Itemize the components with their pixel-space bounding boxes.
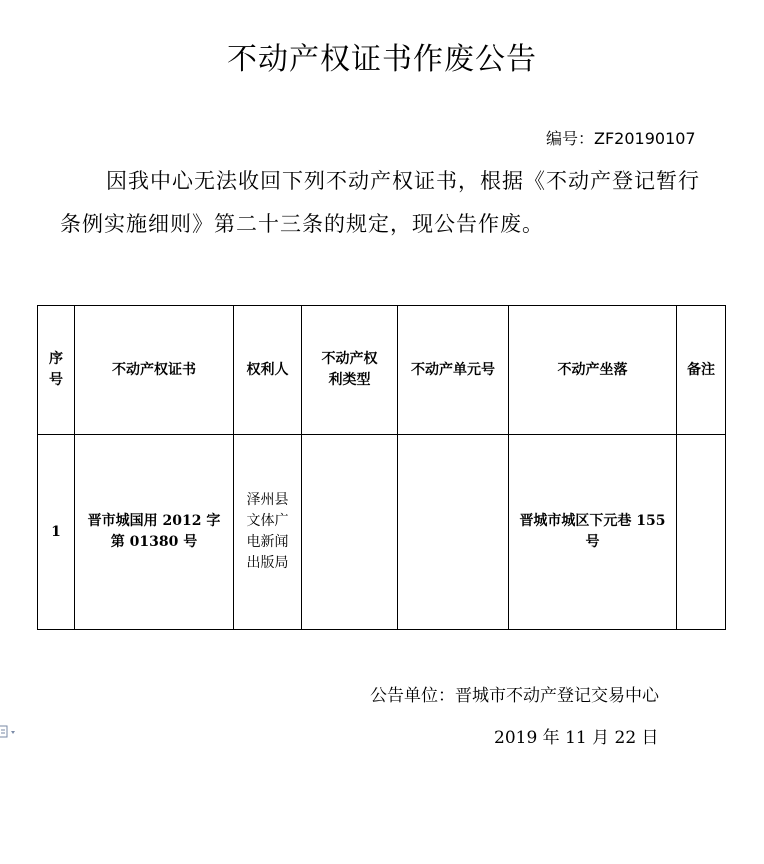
cell-unit-no bbox=[398, 435, 509, 630]
issuer-line: 公告单位：晋城市不动产登记交易中心 bbox=[370, 686, 659, 706]
header-location: 不动产坐落 bbox=[509, 306, 677, 435]
header-remark: 备注 bbox=[677, 306, 726, 435]
header-seq: 序号 bbox=[38, 306, 75, 435]
notice-paragraph: 因我中心无法收回下列不动产权证书，根据《不动产登记暂行条例实施细则》第二十三条的规定，现公告作废。 bbox=[60, 169, 700, 236]
certificate-table bbox=[37, 305, 726, 630]
cell-seq: 1 bbox=[38, 435, 75, 630]
header-unit-no: 不动产单元号 bbox=[398, 306, 509, 435]
table-header-row bbox=[38, 306, 726, 435]
page-title: 不动产权证书作废公告 bbox=[227, 42, 537, 77]
cell-right-type bbox=[302, 435, 398, 630]
issue-date: 2019 年 11 月 22 日 bbox=[494, 728, 659, 748]
cell-location: 晋城市城区下元巷 155 号 bbox=[509, 435, 677, 630]
cell-owner: 泽州县文体广电新闻出版局 bbox=[234, 435, 302, 630]
cell-cert: 晋市城国用 2012 字第 01380 号 bbox=[75, 435, 234, 630]
header-cert: 不动产权证书 bbox=[75, 306, 234, 435]
header-owner: 权利人 bbox=[234, 306, 302, 435]
document-number: 编号：ZF20190107 bbox=[546, 129, 696, 148]
cell-remark bbox=[677, 435, 726, 630]
table-row bbox=[38, 435, 726, 630]
header-right-type: 不动产权利类型 bbox=[302, 306, 398, 435]
document-icon-graphic bbox=[0, 724, 20, 740]
document-dropdown-icon[interactable] bbox=[0, 724, 20, 740]
